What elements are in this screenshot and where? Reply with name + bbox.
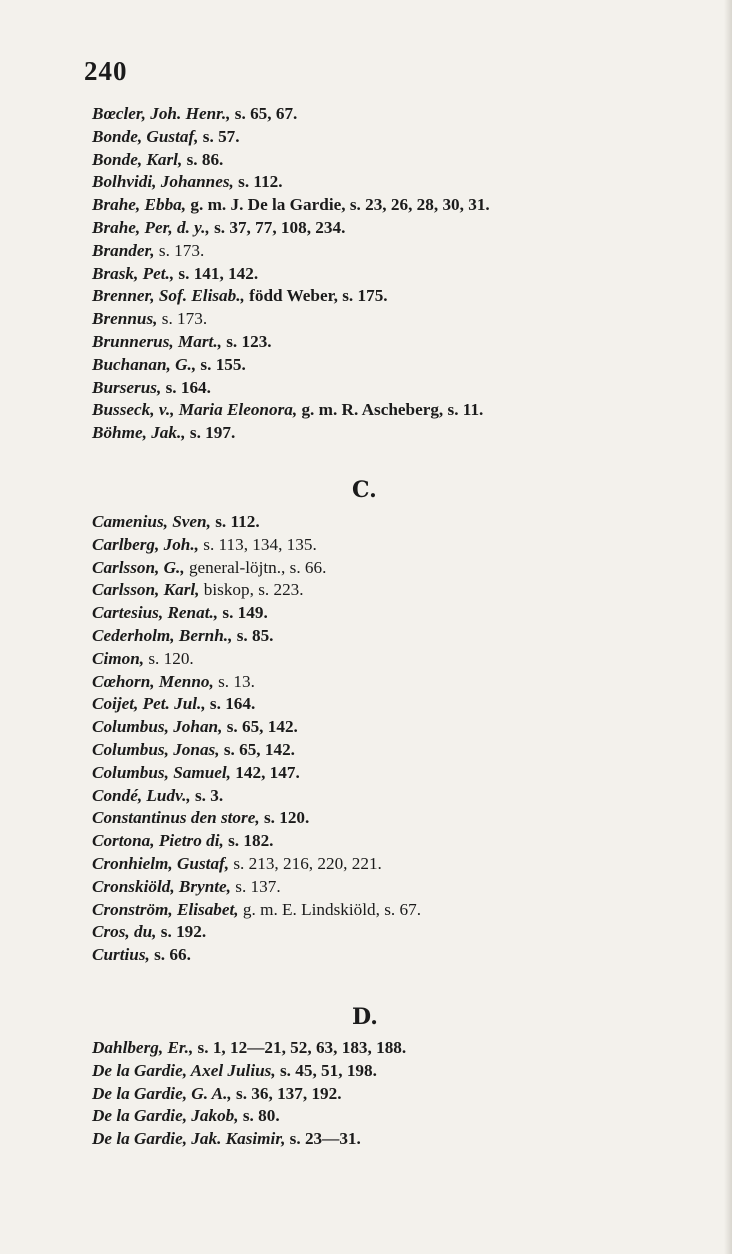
entry-name: Brenner, Sof. Elisab., (92, 286, 245, 306)
entry-ref: s. 113, 134, 135. (198, 534, 317, 554)
index-entry (92, 785, 421, 808)
entry-name: Constantinus den store, (92, 808, 260, 828)
index-entry (92, 648, 421, 671)
index-entry (92, 171, 490, 194)
index-entry (92, 762, 421, 785)
entry-name: De la Gardie, Jakob, (92, 1106, 239, 1126)
entry-name: Bolhvidi, Johannes, (92, 172, 234, 192)
index-entry (92, 899, 421, 922)
index-entry (92, 602, 421, 625)
entry-ref: s. 37, 77, 108, 234. (209, 217, 346, 237)
entry-ref: s. 57. (198, 126, 240, 146)
entry-ref: s. 141, 142. (174, 263, 259, 283)
entry-name: Brennus, (92, 309, 158, 329)
entry-ref: g. m. J. De la Gardie, s. 23, 26, 28, 30, 31. (186, 195, 490, 215)
entry-ref: s. 86. (182, 149, 224, 169)
index-entry (92, 853, 421, 876)
entry-name: Brander, (92, 240, 155, 260)
entry-ref: s. 173. (154, 240, 205, 260)
entry-name: Columbus, Johan, (92, 717, 223, 737)
entry-name: Columbus, Samuel, (92, 762, 231, 782)
entry-ref: g. m. R. Ascheberg, s. 11. (297, 400, 484, 420)
entry-name: Cederholm, Bernh., (92, 625, 233, 645)
entry-name: Cros, du, (92, 922, 157, 942)
entry-name: Burserus, (92, 377, 162, 397)
index-entry (92, 217, 490, 240)
index-entry (92, 557, 421, 580)
entry-name: Busseck, v., Maria Eleonora, (92, 400, 298, 420)
entry-ref: s. 45, 51, 198. (275, 1060, 377, 1080)
page-edge (724, 0, 732, 1254)
entry-name: Brunnerus, Mart., (92, 331, 222, 351)
entry-ref: född Weber, s. 175. (244, 286, 388, 306)
index-entry (92, 716, 421, 739)
entry-name: Camenius, Sven, (92, 512, 211, 531)
index-entry (92, 354, 490, 377)
entry-ref: biskop, s. 223. (199, 580, 304, 600)
index-entry (92, 149, 490, 172)
page-number: 240 (84, 56, 128, 86)
index-entry (92, 240, 490, 263)
index-entry (92, 671, 421, 694)
index-entry (92, 331, 490, 354)
entry-name: Buchanan, G., (92, 354, 197, 374)
section-letter-d: D. (352, 1004, 378, 1030)
entry-ref: s. 173. (157, 309, 208, 329)
entry-name: De la Gardie, Axel Julius, (92, 1060, 276, 1080)
index-entry (92, 308, 490, 331)
entry-ref: s. 23—31. (285, 1129, 361, 1149)
index-entry (92, 739, 421, 762)
index-entry (92, 399, 490, 422)
entry-name: Cronskiöld, Brynte, (92, 876, 231, 896)
section-letter-c: C. (352, 477, 377, 503)
entry-name: Cartesius, Renat., (92, 603, 219, 623)
entry-name: Curtius, (92, 945, 150, 965)
entry-ref: s. 120. (144, 648, 194, 668)
index-entry (92, 579, 421, 602)
entry-ref: s. 65, 142. (222, 717, 298, 737)
index-entry (92, 1083, 406, 1106)
index-entry (92, 194, 490, 217)
index-entry (92, 1128, 406, 1151)
entry-ref: s. 137. (230, 876, 281, 896)
section-d (92, 1037, 406, 1151)
entry-ref: s. 3. (190, 785, 224, 805)
index-entry (92, 807, 421, 830)
index-entry (92, 126, 490, 149)
entry-name: Brask, Pet., (92, 263, 175, 283)
section-c (92, 511, 421, 967)
entry-name: Carlberg, Joh., (92, 534, 199, 554)
entry-name: Cronhielm, Gustaf, (92, 853, 230, 873)
entry-name: De la Gardie, G. A., (92, 1083, 232, 1103)
index-entry (92, 422, 490, 445)
entry-name: De la Gardie, Jak. Kasimir, (92, 1129, 286, 1149)
entry-name: Cortona, Pietro di, (92, 831, 224, 851)
entry-name: Bœcler, Joh. Henr., (92, 104, 231, 123)
entry-ref: general-löjtn., s. 66. (184, 557, 327, 577)
section-b (92, 103, 490, 445)
entry-ref: g. m. E. Lindskiöld, s. 67. (238, 899, 421, 919)
entry-ref: s. 149. (218, 603, 268, 623)
index-entry (92, 377, 490, 400)
index-entry (92, 1037, 406, 1060)
entry-ref: s. 120. (259, 808, 310, 828)
entry-ref: 142, 147. (230, 762, 300, 782)
entry-ref: s. 66. (149, 945, 191, 965)
entry-ref: s. 1, 12—21, 52, 63, 183, 188. (193, 1038, 407, 1057)
index-entry (92, 263, 490, 286)
entry-ref: s. 182. (223, 831, 274, 851)
entry-name: Cœhorn, Menno, (92, 671, 214, 691)
index-entry (92, 921, 421, 944)
index-entry (92, 1060, 406, 1083)
entry-ref: s. 36, 137, 192. (231, 1083, 342, 1103)
index-entry (92, 693, 421, 716)
entry-ref: s. 213, 216, 220, 221. (229, 853, 382, 873)
entry-name: Brahe, Per, d. y., (92, 217, 210, 237)
entry-name: Dahlberg, Er., (92, 1038, 194, 1057)
index-entry (92, 534, 421, 557)
entry-ref: s. 164. (205, 694, 256, 714)
entry-ref: s. 197. (185, 423, 236, 443)
index-entry (92, 876, 421, 899)
entry-ref: s. 164. (161, 377, 211, 397)
index-entry (92, 103, 490, 126)
index-entry (92, 285, 490, 308)
entry-name: Brahe, Ebba, (92, 195, 187, 215)
entry-ref: s. 65, 142. (219, 739, 295, 759)
index-entry (92, 944, 421, 967)
entry-name: Condé, Ludv., (92, 785, 191, 805)
index-entry (92, 625, 421, 648)
index-entry (92, 511, 421, 534)
entry-name: Carlsson, Karl, (92, 580, 200, 600)
entry-ref: s. 80. (238, 1106, 280, 1126)
entry-ref: s. 112. (210, 512, 260, 531)
entry-name: Coijet, Pet. Jul., (92, 694, 206, 714)
entry-ref: s. 85. (232, 625, 274, 645)
entry-name: Bonde, Gustaf, (92, 126, 199, 146)
entry-name: Columbus, Jonas, (92, 739, 220, 759)
entry-name: Cronström, Elisabet, (92, 899, 239, 919)
entry-ref: s. 123. (221, 331, 272, 351)
entry-ref: s. 192. (156, 922, 207, 942)
entry-ref: s. 112. (233, 172, 283, 192)
index-entry (92, 830, 421, 853)
entry-ref: s. 13. (213, 671, 255, 691)
index-entry (92, 1105, 406, 1128)
entry-ref: s. 65, 67. (230, 104, 298, 123)
entry-ref: s. 155. (196, 354, 246, 374)
entry-name: Cimon, (92, 648, 145, 668)
entry-name: Böhme, Jak., (92, 423, 186, 443)
entry-name: Carlsson, G., (92, 557, 185, 577)
entry-name: Bonde, Karl, (92, 149, 183, 169)
